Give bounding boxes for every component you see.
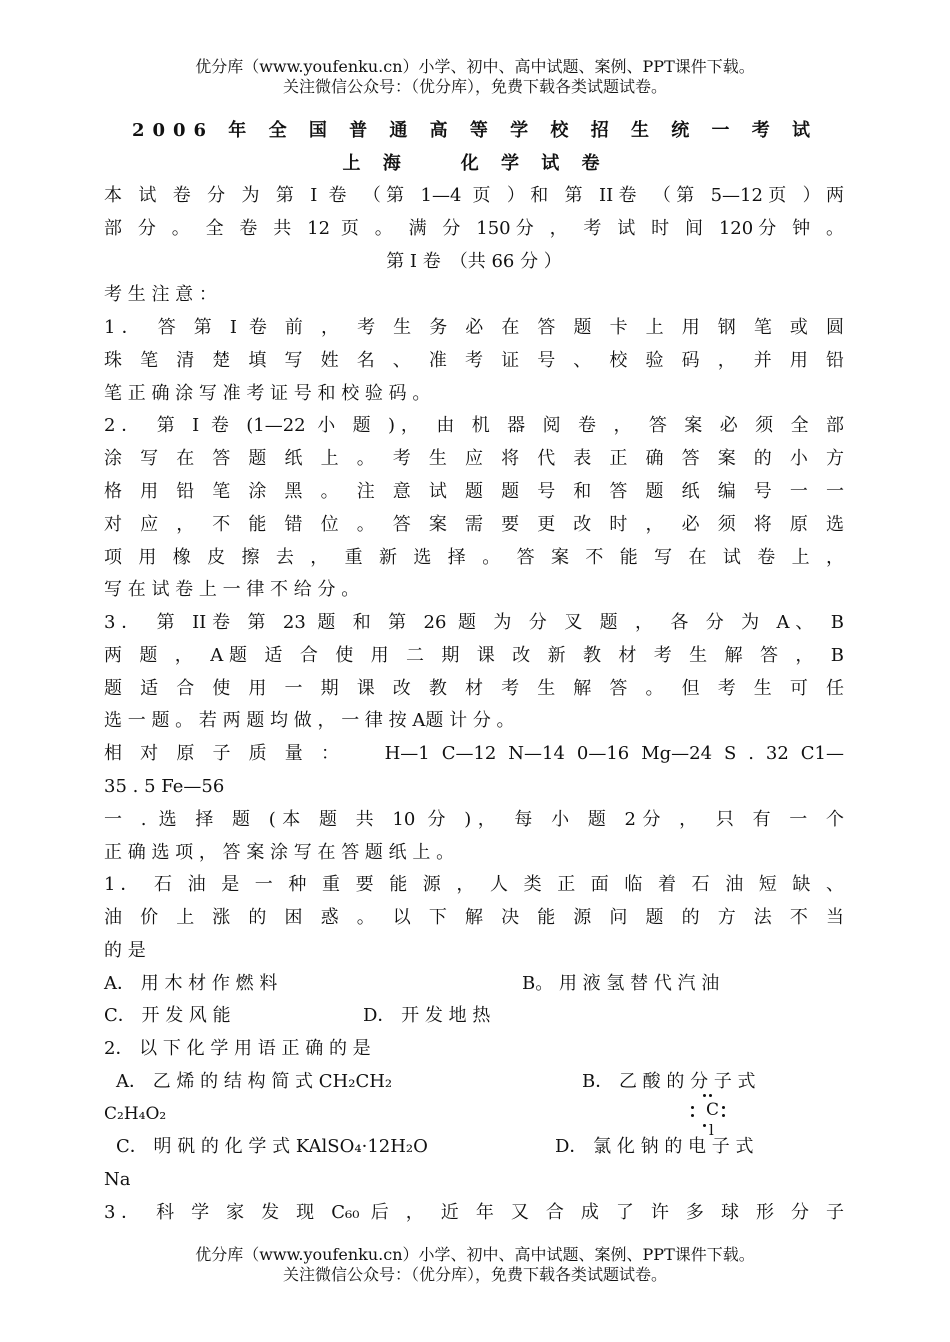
electron-dot xyxy=(703,1124,706,1127)
q2-option-c xyxy=(116,1130,428,1163)
section1-line-1: 一 . 选 择 题 (本 题 共 10 分 )， 每 小 题 2分 ， 只 有 一 个 xyxy=(104,809,844,830)
q2-option-b-text: B． 乙 酸 的 分 子 式 xyxy=(582,1071,756,1092)
note-line: 写 在 试 卷 上 一 律 不 给 分 。 xyxy=(104,579,360,600)
footer-line-2: 关注微信公众号：（优分库），免费下载各类试题试卷。 xyxy=(282,1265,667,1284)
q3-line: 3． 科 学 家 发 现 C₆₀ 后 ， 近 年 又 合 成 了 许 多 球 形 分 子 xyxy=(104,1202,844,1223)
header-line-2: 关注微信公众号：（优分库），免费下载各类试题试卷。 xyxy=(282,77,667,96)
atomic-mass-line-1: 相 对 原 子 质 量 ： H—1 C—12 N—14 0—16 Mg—24 S . 32 C1— xyxy=(104,743,844,764)
q2-option-a xyxy=(116,1065,392,1098)
electron-dot xyxy=(703,1094,706,1097)
intro-line-1: 本 试 卷 分 为 第 I 卷 （第 1—4 页 ）和 第 II卷 （第 5—12页 ）两 xyxy=(104,185,844,206)
part-heading: 第 I 卷 （共 66 分 ） xyxy=(386,251,562,272)
atomic-mass-line-2: 35 . 5 Fe—56 xyxy=(104,776,225,797)
electron-dot xyxy=(722,1106,725,1109)
section1-line-2: 正 确 选 项 ， 答 案 涂 写 在 答 题 纸 上 。 xyxy=(104,842,455,863)
cl-symbol-lower: l xyxy=(709,1121,714,1139)
q1-stem-line-1: 1． 石 油 是 一 种 重 要 能 源 ， 人 类 正 面 临 着 石 油 短 缺 、 xyxy=(104,874,844,895)
q1-option-b: B。 用 液 氢 替 代 汽 油 xyxy=(522,973,720,994)
note-line: 两 题 ， A题 适 合 使 用 二 期 课 改 新 教 材 考 生 解 答 ， B xyxy=(104,645,844,666)
exam-subtitle: 上 海 化 学 试 卷 xyxy=(342,153,608,174)
note-line: 2． 第 I 卷 (1—22 小 题 )， 由 机 器 阅 卷 ， 答 案 必 须 全 部 xyxy=(104,415,844,436)
q2-option-c-text: C． 明 矾 的 化 学 式 xyxy=(116,1136,296,1157)
note-line: 题 适 合 使 用 一 期 课 改 教 材 考 生 解 答 。 但 考 生 可 任 xyxy=(104,678,844,699)
q2-option-a-formula: CH₂CH₂ xyxy=(318,1071,393,1092)
header-line-1: 优分库（www.youfenku.cn）小学、初中、高中试题、案例、PPT课件下载。 xyxy=(195,57,755,76)
q2-option-c-formula: KAlSO₄·12H₂O xyxy=(295,1136,428,1157)
q2-option-b-formula: C₂H₄O₂ xyxy=(104,1104,167,1124)
note-line: 选 一 题 。 若 两 题 均 做 ， 一 律 按 A题 计 分 。 xyxy=(104,710,515,731)
exam-title: 2006 年 全 国 普 通 高 等 学 校 招 生 统 一 考 试 xyxy=(131,120,819,141)
notice-heading: 考 生 注 意 ： xyxy=(104,284,217,305)
electron-dot xyxy=(709,1094,712,1097)
note-line: 1． 答 第 I 卷 前 ， 考 生 务 必 在 答 题 卡 上 用 钢 笔 或 圆 xyxy=(104,317,844,338)
intro-line-2: 部 分 。 全 卷 共 12 页 。 满 分 150分 ， 考 试 时 间 120分 钟 。 xyxy=(104,218,844,239)
q1-option-a: A． 用 木 材 作 燃 料 xyxy=(104,973,278,994)
q1-option-d: D． 开 发 地 热 xyxy=(363,1005,491,1026)
electron-dot xyxy=(691,1106,694,1109)
note-line: 3． 第 II卷 第 23 题 和 第 26 题 为 分 叉 题 ， 各 分 为 A、 B xyxy=(104,612,844,633)
q2-option-d-na: Na xyxy=(104,1169,131,1190)
electron-dot xyxy=(722,1114,725,1117)
electron-dot xyxy=(691,1114,694,1117)
note-line: 对 应 ， 不 能 错 位 。 答 案 需 要 更 改 时 ， 必 须 将 原 选 xyxy=(104,514,844,535)
footer-line-1: 优分库（www.youfenku.cn）小学、初中、高中试题、案例、PPT课件下载。 xyxy=(195,1245,755,1264)
q2-stem: 2． 以 下 化 学 用 语 正 确 的 是 xyxy=(104,1038,371,1059)
q1-stem-line-3: 的 是 xyxy=(104,940,146,961)
note-line: 格 用 铅 笔 涂 黑 。 注 意 试 题 题 号 和 答 题 纸 编 号 一 一 xyxy=(104,481,844,502)
note-line: 涂 写 在 答 题 纸 上 。 考 生 应 将 代 表 正 确 答 案 的 小 方 xyxy=(104,448,844,469)
cl-symbol: C xyxy=(706,1100,720,1120)
note-line: 笔 正 确 涂 写 准 考 证 号 和 校 验 码 。 xyxy=(104,383,431,404)
q2-option-a-text: A． 乙 烯 的 结 构 简 式 xyxy=(116,1071,319,1092)
q2-option-d-text: D． 氯 化 钠 的 电 子 式 xyxy=(555,1136,754,1157)
q1-stem-line-2: 油 价 上 涨 的 困 惑 。 以 下 解 决 能 源 问 题 的 方 法 不 当 xyxy=(104,907,844,928)
note-line: 珠 笔 清 楚 填 写 姓 名 、 准 考 证 号 、 校 验 码 ， 并 用 铅 xyxy=(104,350,844,371)
q1-option-c: C． 开 发 风 能 xyxy=(104,1005,231,1026)
note-line: 项 用 橡 皮 擦 去 ， 重 新 选 择 。 答 案 不 能 写 在 试 卷 上 ， xyxy=(104,547,844,568)
